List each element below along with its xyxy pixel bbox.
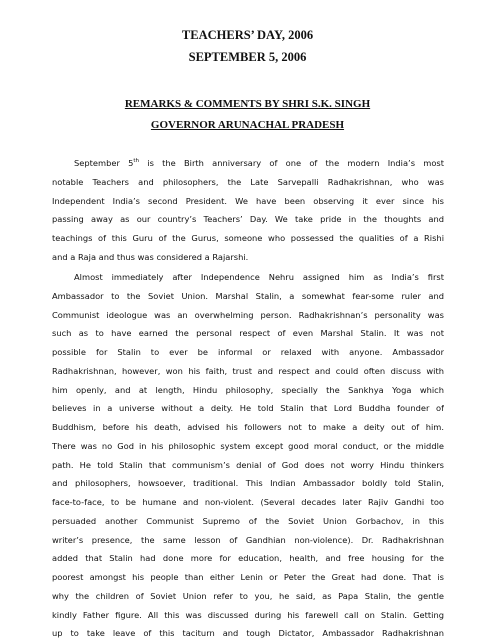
text-run: is the Birth anniversary of one of the modern India’s most [139,158,444,168]
paragraph-line: passing away as our country’s Teachers’ Day. We take pride in the thoughts and [52,214,444,225]
paragraph-line: believes in a universe without a deity. He told Stalin that Lord Buddha founder of [52,403,444,414]
document-author-title: GOVERNOR ARUNACHAL PRADESH [150,119,345,131]
paragraph-line: persuaded another Communist Supremo of the Soviet Union Gorbachov, in this [52,515,444,526]
document-subtitle: REMARKS & COMMENTS BY SHRI S.K. SINGH [124,98,371,110]
paragraph-2 [52,268,444,640]
paragraph-line: There was no God in his philosophic system except good moral conduct, or the middle [52,440,444,451]
paragraph-line: him openly, and at length, Hindu philosophy, specially the Sankhya Yoga which [52,384,444,395]
paragraph-line: path. He told Stalin that communism’s denial of God does not worry Hindu thinkers [52,459,444,470]
text-run: September 5 [74,158,134,168]
paragraph-line: kindly Father figure. All this was discussed during his farewell call on Stalin. Getting [52,609,444,620]
paragraph-line: up to take leave of this taciturn and tough Dictator, Ambassador Radhakrishnan [52,628,444,639]
paragraph-1 [52,154,444,267]
paragraph-line: and philosophers, howsoever, traditional. This Indian Ambassador boldly told Stalin, [52,478,444,489]
superscript: th [133,158,140,165]
paragraph-line: teachings of this Guru of the Gurus, someone who possessed the qualities of a Rishi [52,233,444,243]
paragraph-line: Buddhism, before his death, advised his followers not to make a deity out of him. [52,422,444,432]
paragraph-line: face-to-face, to be humane and non-violent. (Several decades later Rajiv Gandhi too [52,497,444,507]
paragraph-line: such as to have earned the personal respect of even Marshal Stalin. It was not [52,328,444,339]
paragraph-line: Radhakrishnan, however, won his faith, trust and respect and could often discuss with [52,365,444,376]
paragraph-line: added that Stalin had done more for education, health, and free housing for the [52,553,444,564]
paragraph-line: Almost immediately after Independence Nehru assigned him as India’s first [74,272,444,282]
paragraph-line: Independent India’s second President. We have been observing it ever since his [52,195,444,206]
document-date: SEPTEMBER 5, 2006 [188,50,307,64]
paragraph-line: notable Teachers and philosophers, the Late Sarvepalli Radhakrishnan, who was [52,176,444,187]
paragraph-line: poorest amongst his people than either Lenin or Peter the Great had done. That is [52,572,444,582]
paragraph-line [52,154,444,173]
paragraph-line: writer’s presence, the same lesson of Gandhian non-violence). Dr. Radhakrishnan [52,534,444,545]
paragraph-line: possible for Stalin to ever be informal or relaxed with anyone. Ambassador [52,347,444,357]
paragraph-line: Ambassador to the Soviet Union. Marshal Stalin, a somewhat fear-some ruler and [52,290,444,301]
paragraph-line: and a Raja and thus was considered a Rajarshi. [52,251,249,262]
document-title: TEACHERS’ DAY, 2006 [181,28,314,42]
paragraph-line: why the children of Soviet Union refer to you, he said, as Papa Stalin, the gentle [52,590,444,601]
paragraph-line: Communist ideologue was an overwhelming person. Radhakrishnan’s personality was [52,309,444,320]
